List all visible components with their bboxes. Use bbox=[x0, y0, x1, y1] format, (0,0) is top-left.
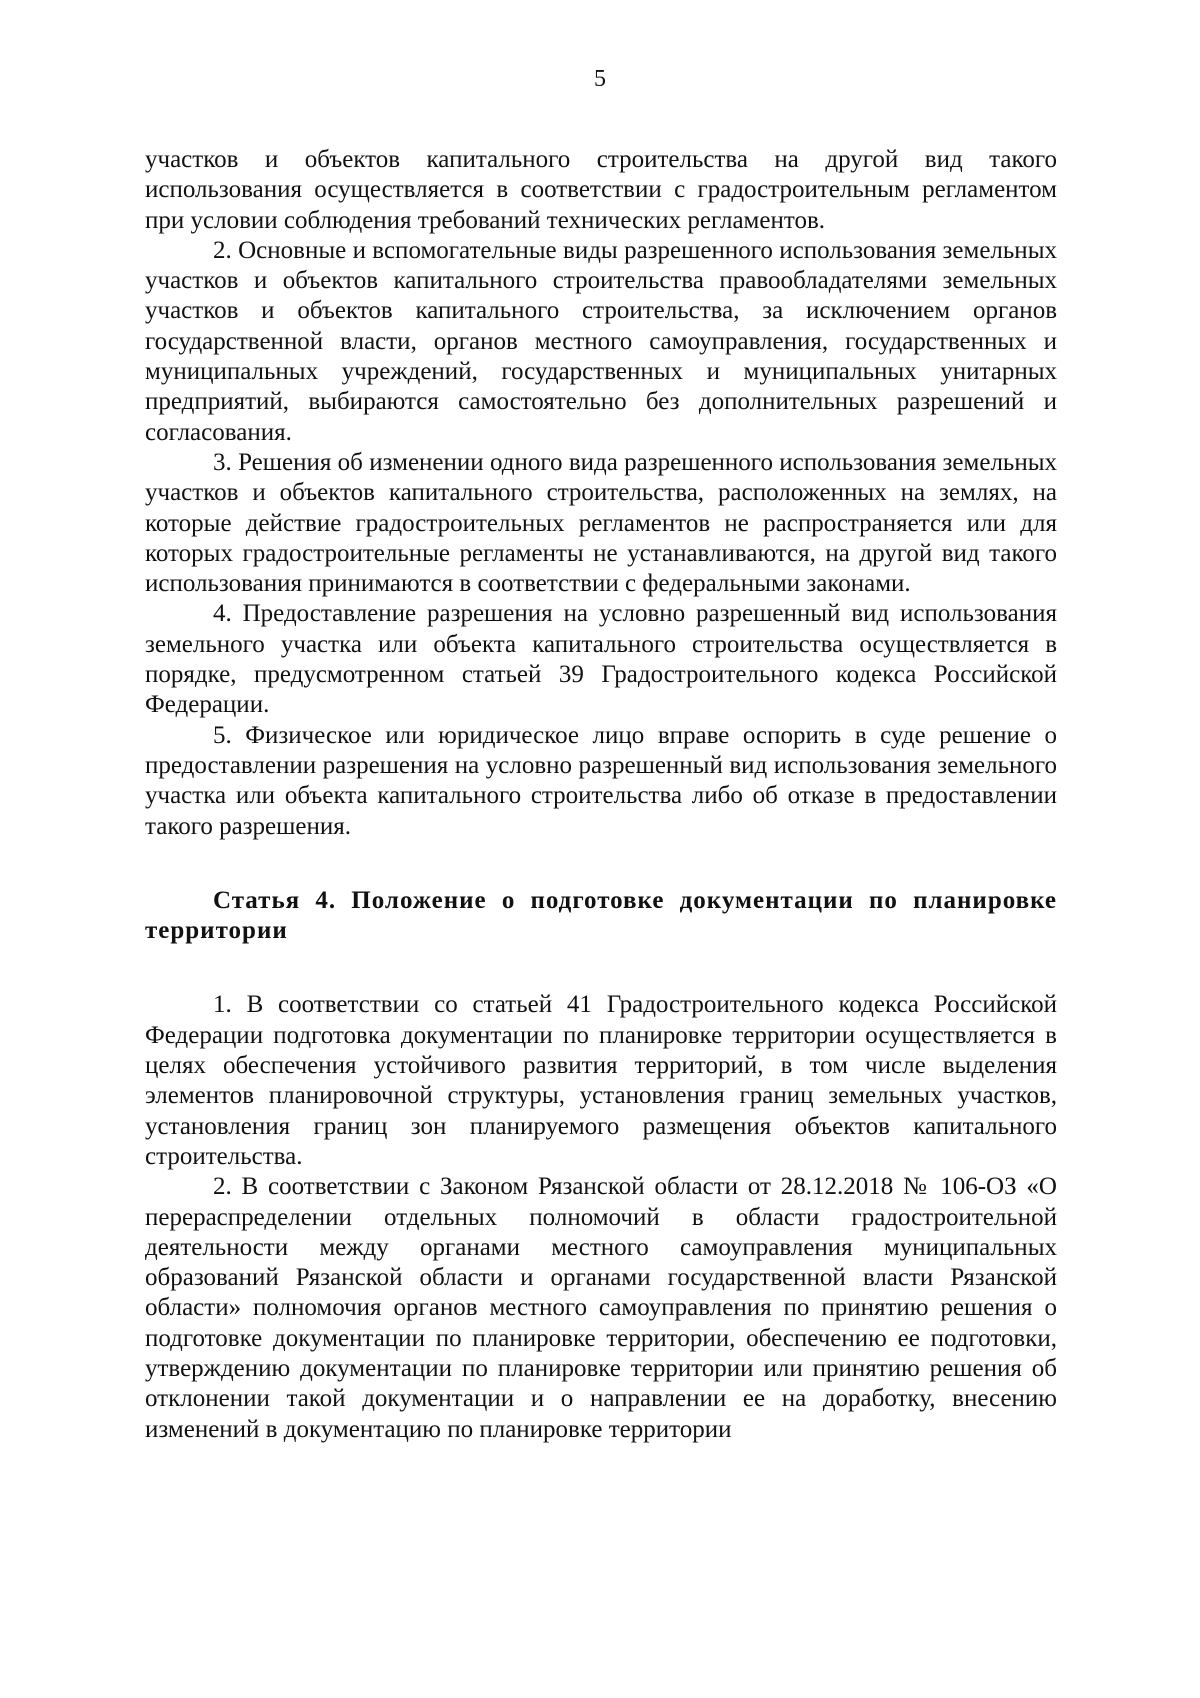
document-body bbox=[145, 145, 1057, 1445]
paragraph-item-4: 4. Предоставление разрешения на условно разрешенный вид использования земельного участка или объекта капитального строительства осуществляется в порядке, предусмотренном статьей 39 Градостроительного кодекса Российской Федерации. bbox=[145, 600, 1057, 719]
paragraph-item-5: 5. Физическое или юридическое лицо вправе оспорить в суде решение о предоставлении разрешения на условно разрешенный вид использования земельного участка или объекта капитального строительства либо об отказе в предоставлении такого разрешения. bbox=[145, 721, 1057, 840]
article-4-paragraph-1: 1. В соответствии со статьей 41 Градостроительного кодекса Российской Федерации подготовка документации по планировке территории осуществляется в целях обеспечения устойчивого развития территорий, в том числе выделения элементов планировочной структуры, установления границ земельных участков, установления границ зон планируемого размещения объектов капитального строительства. bbox=[145, 991, 1057, 1170]
article-4-paragraph-2: 2. В соответствии с Законом Рязанской области от 28.12.2018 № 106-ОЗ «О перераспределении отдельных полномочий в области градостроительной деятельности между органами местного самоуправления муниципальных образований Рязанской области и органами государственной власти Рязанской области» полномочия органов местного самоуправления по принятию решения о подготовке документации по планировке территории, обеспечению ее подготовки, утверждению документации по планировке территории или принятию решения об отклонении такой документации и о направлении ее на доработку, внесению изменений в документацию по планировке территории bbox=[145, 1173, 1057, 1443]
article-heading: Статья 4. Положение о подготовке документации по планировке территории bbox=[145, 886, 1057, 945]
page-number: 5 bbox=[594, 66, 606, 92]
paragraph-continuation: участков и объектов капитального строительства на другой вид такого использования осуществляется в соответствии с градостроительным регламентом при условии соблюдения требований технических регламентов. bbox=[145, 146, 1057, 234]
paragraph-item-3: 3. Решения об изменении одного вида разрешенного использования земельных участков и объектов капитального строительства, расположенных на землях, на которые действие градостроительных регламентов не распространяется или для которых градостроительные регламенты не устанавливаются, на другой вид такого использования принимаются в соответствии с федеральными законами. bbox=[145, 448, 1057, 598]
paragraph-item-2: 2. Основные и вспомогательные виды разрешенного использования земельных участков и объектов капитального строительства правообладателями земельных участков и объектов капитального строительства, за исключением органов государственной власти, органов местного самоуправления, государственных и муниципальных учреждений, государственных и муниципальных унитарных предприятий, выбираются самостоятельно без дополнительных разрешений и согласования. bbox=[145, 236, 1057, 446]
